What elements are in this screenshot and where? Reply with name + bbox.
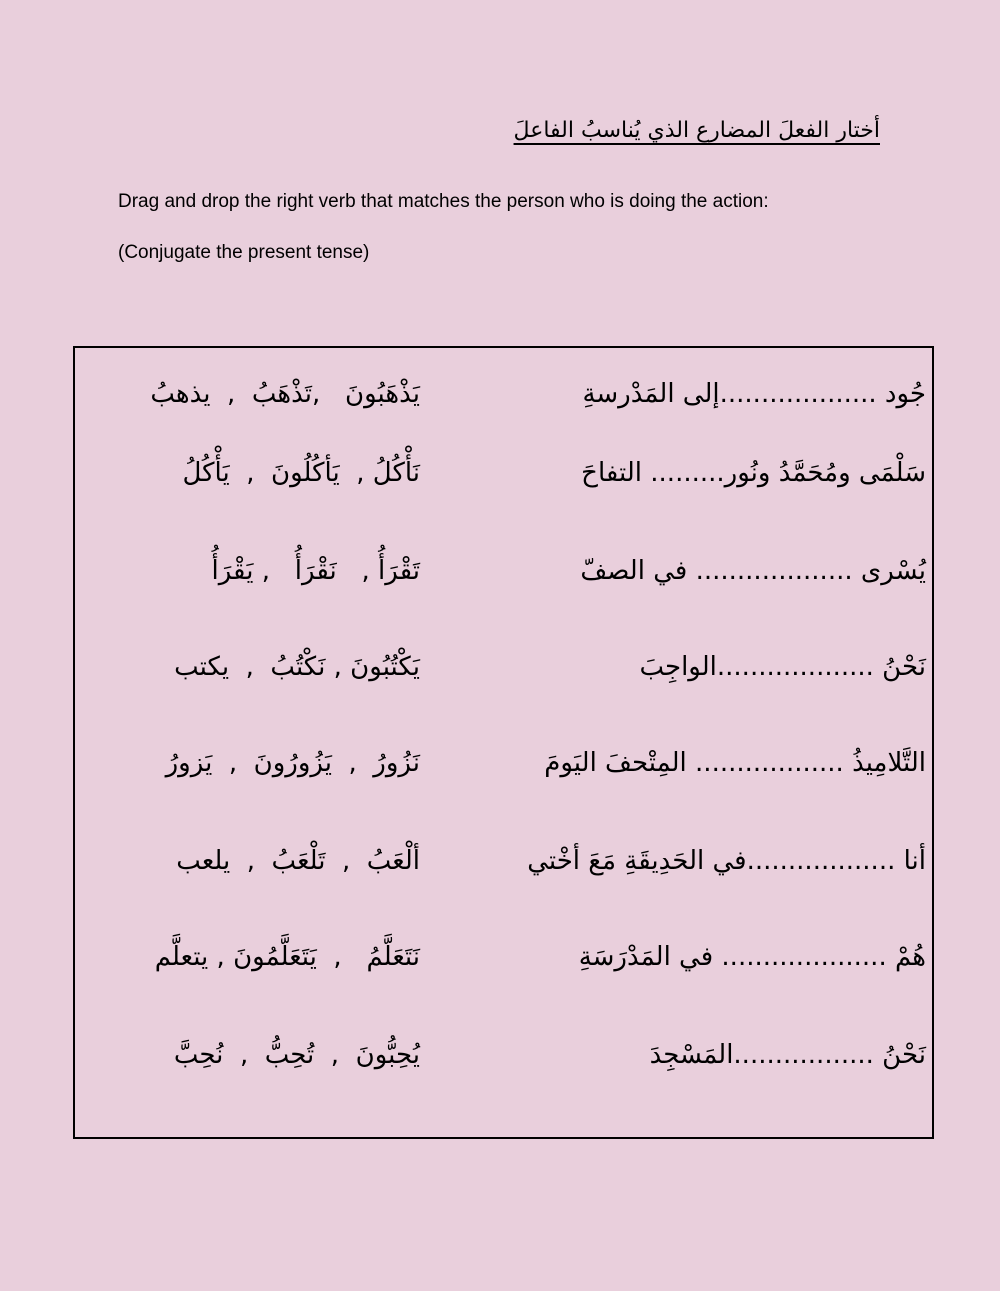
verb-options[interactable]: يَكْتُبُونَ , نَكْتُبُ , يكتب — [174, 652, 420, 682]
verb-options[interactable]: نَأْكُلُ , يَأكُلُونَ , يَأْكُلُ — [182, 458, 420, 488]
sentence-drop-target[interactable]: جُود ...................إلى المَدْرسةِ — [582, 379, 926, 409]
exercise-row — [75, 541, 932, 601]
exercise-box — [73, 346, 934, 1139]
instruction-note: (Conjugate the present tense) — [118, 242, 370, 263]
exercise-row — [75, 927, 932, 987]
page-title: أختار الفعلَ المضارع الذي يُناسبُ الفاعلَ — [513, 118, 880, 143]
sentence-drop-target[interactable]: سَلْمَى ومُحَمَّدُ ونُور......... التفاحَ — [581, 458, 926, 488]
exercise-row — [75, 637, 932, 697]
sentence-drop-target[interactable]: أنا ..................في الحَدِيقَةِ مَعَ أخْتي — [527, 846, 926, 876]
verb-options[interactable]: تَقْرَأُ , نَقْرَأُ , يَقْرَأُ — [211, 556, 420, 586]
exercise-row — [75, 1025, 932, 1085]
sentence-drop-target[interactable]: نَحْنُ ...................الواجِبَ — [639, 652, 926, 682]
verb-options[interactable]: يَذْهَبُونَ ,تَذْهَبُ , يذهبُ — [150, 379, 420, 409]
verb-options[interactable]: يُحِبُّونَ , تُحِبُّ , نُحِبَّ — [173, 1040, 420, 1070]
sentence-drop-target[interactable]: هُمْ .................... في المَدْرَسَةِ — [578, 942, 926, 972]
verb-options[interactable]: نَزُورُ , يَزُورُونَ , يَزورُ — [165, 748, 420, 778]
instruction-text: Drag and drop the right verb that matches the person who is doing the action: — [118, 191, 769, 212]
verb-options[interactable]: ألْعَبُ , تَلْعَبُ , يلعب — [176, 846, 420, 876]
exercise-row — [75, 443, 932, 503]
exercise-row — [75, 364, 932, 424]
sentence-drop-target[interactable]: نَحْنُ .................المَسْجِدَ — [649, 1040, 926, 1070]
exercise-row — [75, 733, 932, 793]
sentence-drop-target[interactable]: يُسْرى ................... في الصفّ — [580, 556, 926, 586]
exercise-row — [75, 831, 932, 891]
verb-options[interactable]: نَتَعَلَّمُ , يَتَعَلَّمُونَ , يتعلَّم — [154, 942, 420, 972]
sentence-drop-target[interactable]: التَّلامِيذُ .................. المِتْحفَ اليَومَ — [544, 748, 926, 778]
